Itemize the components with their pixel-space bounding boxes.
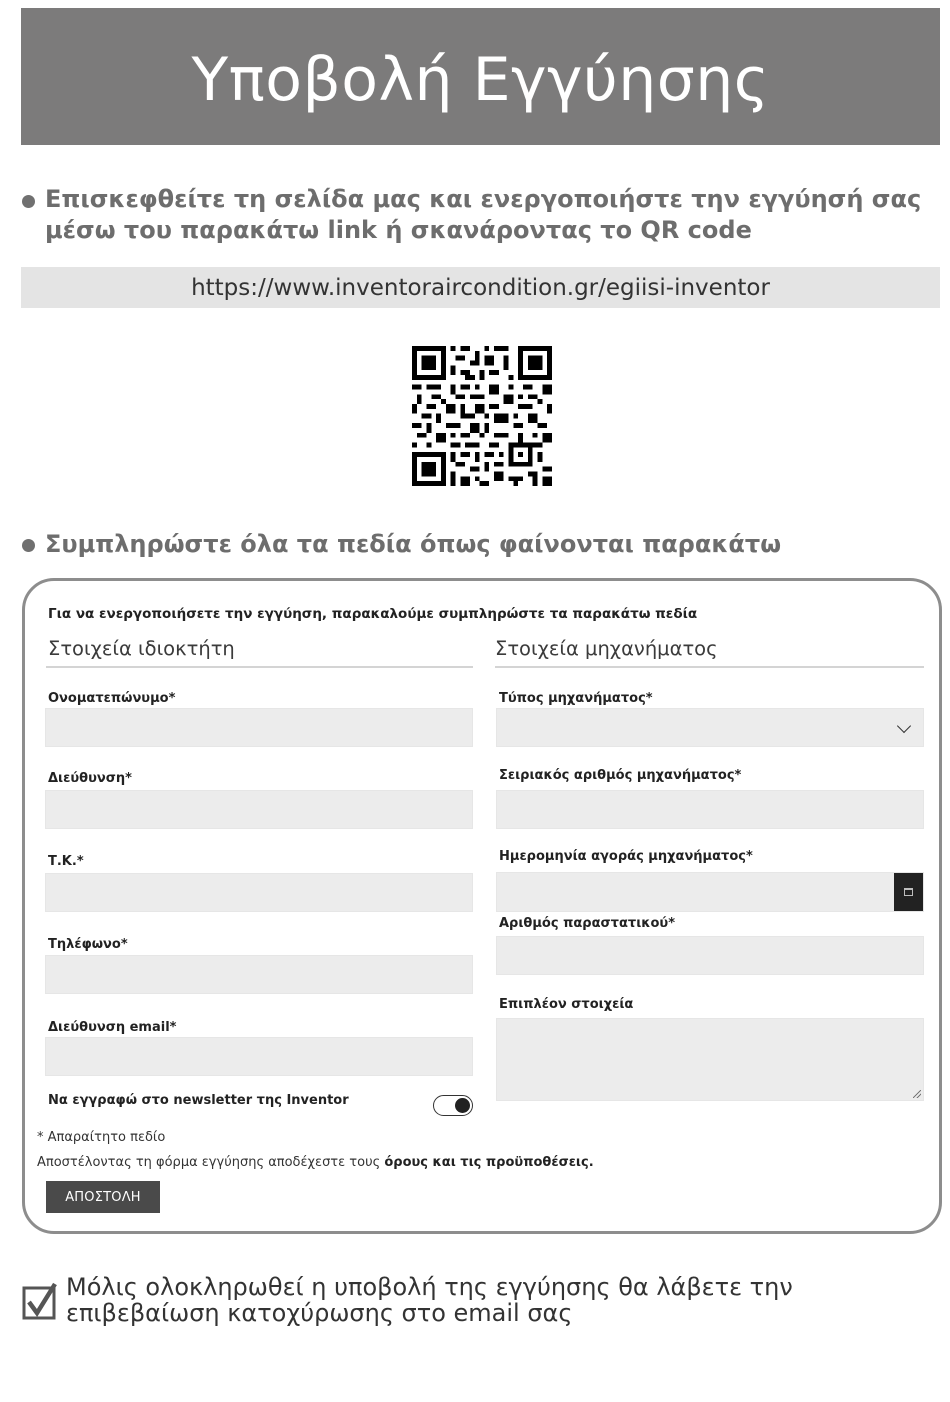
confirmation-text: Μόλις ολοκληρωθεί η υποβολή της εγγύησης θα λάβετε την επιβεβαίωση κατοχύρωσης στο email σας	[66, 1273, 793, 1327]
instruction-step-2	[22, 529, 927, 560]
resize-grip-icon[interactable]	[913, 1090, 921, 1098]
zip-label: Τ.Κ.*	[48, 854, 84, 869]
phone-label: Τηλέφωνο*	[48, 937, 128, 952]
machine-type-select[interactable]	[496, 708, 924, 747]
fullname-input[interactable]	[45, 708, 473, 747]
machine-section-heading: Στοιχεία μηχανήματος	[495, 637, 924, 668]
extra-info-label: Επιπλέον στοιχεία	[499, 997, 634, 1012]
machine-type-label: Τύπος μηχανήματος*	[499, 691, 653, 706]
owner-section-heading: Στοιχεία ιδιοκτήτη	[46, 637, 473, 668]
page-title: Υποβολή Εγγύησης	[191, 44, 770, 115]
fullname-label: Ονοματεπώνυμο*	[48, 691, 176, 706]
extra-info-textarea[interactable]	[496, 1018, 924, 1101]
calendar-icon	[904, 888, 913, 896]
checkbox-checked-icon	[22, 1282, 58, 1320]
bullet-icon	[22, 539, 35, 552]
instruction-step-1-text: Επισκεφθείτε τη σελίδα μας και ενεργοποιήστε την εγγύησή σας μέσω του παρακάτω link ή σκανάροντας το QR code	[45, 185, 922, 244]
receipt-label: Αριθμός παραστατικού*	[499, 916, 676, 931]
bullet-icon	[22, 195, 35, 208]
newsletter-toggle[interactable]	[433, 1095, 473, 1116]
qr-code-icon	[412, 346, 552, 486]
address-input[interactable]	[45, 790, 473, 829]
chevron-down-icon	[897, 719, 911, 733]
submit-button[interactable]: ΑΠΟΣΤΟΛΗ	[46, 1181, 160, 1213]
toggle-knob	[455, 1098, 470, 1113]
terms-link[interactable]: όρους και τις προϋποθέσεις.	[384, 1155, 594, 1170]
required-note: * Απαραίτητο πεδίο	[37, 1130, 166, 1145]
serial-input[interactable]	[496, 790, 924, 829]
email-input[interactable]	[45, 1037, 473, 1076]
warranty-url[interactable]: https://www.inventoraircondition.gr/egiisi-inventor	[21, 267, 940, 308]
terms-text	[37, 1155, 594, 1170]
instruction-step-2-text: Συμπληρώστε όλα τα πεδία όπως φαίνονται παρακάτω	[45, 530, 782, 558]
title-banner	[21, 8, 940, 145]
form-intro: Για να ενεργοποιήσετε την εγγύηση, παρακαλούμε συμπληρώστε τα παρακάτω πεδία	[48, 606, 698, 622]
receipt-input[interactable]	[496, 936, 924, 975]
newsletter-label: Να εγγραφώ στο newsletter της Inventor	[48, 1093, 349, 1108]
purchase-date-input[interactable]	[496, 872, 924, 912]
zip-input[interactable]	[45, 873, 473, 912]
terms-prefix: Αποστέλοντας τη φόρμα εγγύησης αποδέχεστε τους	[37, 1155, 385, 1170]
purchase-date-label: Ημερομηνία αγοράς μηχανήματος*	[499, 849, 753, 864]
email-label: Διεύθυνση email*	[48, 1020, 177, 1035]
serial-label: Σειριακός αριθμός μηχανήματος*	[499, 768, 742, 783]
phone-input[interactable]	[45, 955, 473, 994]
calendar-button[interactable]	[894, 873, 923, 911]
instruction-step-1	[22, 184, 927, 246]
address-label: Διεύθυνση*	[48, 771, 132, 786]
